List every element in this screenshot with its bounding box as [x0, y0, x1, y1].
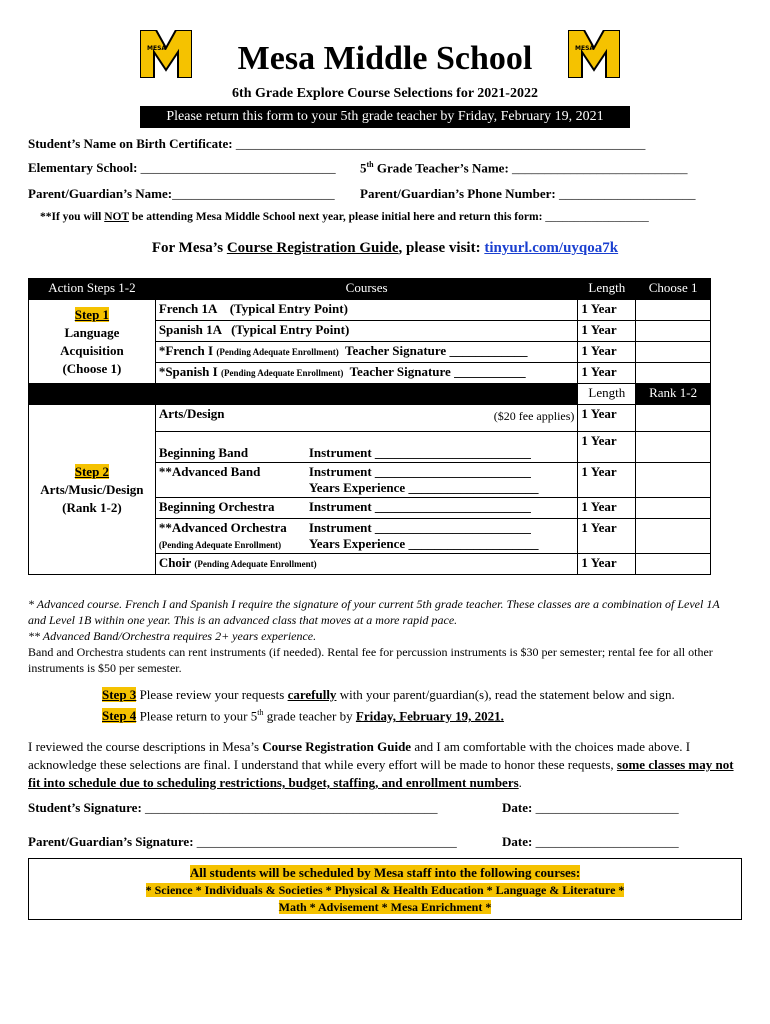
course-name: Choir — [158, 555, 195, 570]
course-name: Beginning Orchestra — [158, 499, 275, 514]
teacher-name-field[interactable] — [360, 160, 688, 176]
step2-line3: (Rank 1-2) — [62, 499, 122, 515]
acknowledgement-statement — [28, 738, 740, 792]
note-advanced-course: * Advanced course. French I and Spanish I require the signature of your current 5th grade teacher. These classes are a combination of Level 1A and Level 1B within one year. This is an advanced class that moves at a more rapid pace. — [28, 597, 720, 627]
instrument-line[interactable]: Instrument ________________________ — [308, 499, 531, 514]
guide-pre: For Mesa’s — [151, 240, 227, 256]
note-advanced-band: ** Advanced Band/Orchestra requires 2+ years experience. — [28, 629, 317, 643]
student-date-field[interactable] — [502, 800, 679, 816]
header-courses: Courses — [155, 279, 578, 300]
instrument-line[interactable]: Instrument ________________________ — [308, 520, 531, 535]
length-cell: 1 Year — [578, 554, 636, 575]
step1-line4: (Choose 1) — [62, 360, 122, 376]
length-cell: 1 Year — [578, 300, 636, 321]
course-name: **Advanced Band — [158, 464, 261, 479]
length-cell: 1 Year — [578, 498, 636, 519]
guide-link[interactable]: tinyurl.com/uyqoa7k — [484, 240, 619, 256]
length-cell: 1 Year — [578, 432, 636, 463]
teacher-grade-sup: th — [366, 160, 374, 169]
schedule-line1: All students will be scheduled by Mesa staff into the following courses: — [189, 865, 581, 880]
course-name: *Spanish I — [158, 364, 221, 379]
page-title: Mesa Middle School — [237, 40, 533, 77]
header2-rank: Rank 1-2 — [636, 384, 711, 405]
pending-note: (Pending Adequate Enrollment) — [194, 559, 317, 569]
rank-box[interactable] — [636, 519, 711, 554]
parent-date-field[interactable] — [502, 834, 679, 850]
parent-phone-label: Parent/Guardian’s Phone Number: — [360, 186, 556, 201]
not-attending-line[interactable]: __________________ — [545, 211, 649, 223]
step2-line2: Arts/Music/Design — [40, 481, 144, 497]
rank-box[interactable] — [636, 405, 711, 432]
rank-box[interactable] — [636, 463, 711, 498]
logo-text-left: MESA — [147, 45, 167, 52]
not-attending-not: NOT — [104, 211, 129, 223]
parent-phone-line[interactable]: _____________________ — [558, 186, 696, 201]
logo-text-right: MESA — [575, 45, 595, 52]
date-label: Date: — [502, 800, 533, 815]
step4-pre: Please return to your 5 — [136, 708, 258, 724]
table-row — [29, 405, 711, 432]
rank-box[interactable] — [636, 432, 711, 463]
rank-box[interactable] — [636, 554, 711, 575]
pending-note: (Pending Adequate Enrollment) — [158, 540, 282, 550]
step1-line2: Language — [64, 324, 120, 340]
course-arts-design — [155, 405, 578, 432]
course-name: *French I — [158, 343, 217, 358]
student-signature-line[interactable]: _____________________________________________ — [145, 800, 438, 815]
step2-cell — [29, 405, 156, 575]
header2-blank — [155, 384, 578, 405]
course-advanced-orchestra — [155, 519, 578, 554]
not-attending-pre: **If you will — [40, 211, 105, 223]
length-cell: 1 Year — [578, 463, 636, 498]
header2-length: Length — [578, 384, 636, 405]
parent-signature-field[interactable] — [28, 834, 457, 850]
step1-line3: Acquisition — [60, 342, 124, 358]
teacher-signature-line[interactable]: Teacher Signature ___________ — [343, 364, 526, 379]
header-choose: Choose 1 — [636, 279, 711, 300]
header2-blank — [29, 384, 156, 405]
header-length: Length — [578, 279, 636, 300]
length-cell: 1 Year — [578, 405, 636, 432]
step3-post: with your parent/guardian(s), read the statement below and sign. — [336, 687, 675, 702]
course-table — [28, 278, 711, 575]
teacher-grade-num: 5 — [360, 160, 367, 176]
course-french-1a: French 1A (Typical Entry Point) — [155, 300, 578, 321]
length-cell: 1 Year — [578, 321, 636, 342]
teacher-name-label: Grade Teacher’s Name: — [373, 160, 509, 176]
course-name: **Advanced Orchestra — [158, 520, 287, 535]
elementary-school-label: Elementary School: — [28, 160, 138, 175]
stmt-emph: some classes may not fit into schedule due to scheduling restrictions, budget, staffing, and enrollment numbers — [28, 757, 734, 790]
step1-cell — [29, 300, 156, 384]
date-line[interactable]: ______________________ — [535, 834, 679, 849]
course-name: Arts/Design — [158, 406, 225, 421]
table-row — [29, 300, 711, 321]
step2-label: Step 2 — [74, 463, 110, 479]
stmt-guide: Course Registration Guide — [262, 739, 412, 754]
instrument-line[interactable]: Instrument ________________________ — [308, 445, 531, 460]
date-line[interactable]: ______________________ — [535, 800, 679, 815]
not-attending-field[interactable] — [40, 211, 649, 223]
choose-box[interactable] — [636, 300, 711, 321]
teacher-name-line[interactable]: ___________________________ — [512, 160, 688, 176]
student-signature-field[interactable] — [28, 800, 438, 816]
date-label: Date: — [502, 834, 533, 849]
teacher-signature-line[interactable]: Teacher Signature ____________ — [338, 343, 528, 358]
parent-signature-label: Parent/Guardian’s Signature: — [28, 834, 194, 849]
fee-note: ($20 fee applies) — [493, 409, 575, 423]
instrument-line[interactable]: Instrument ________________________ — [308, 464, 531, 479]
pending-note: (Pending Adequate Enrollment) — [220, 368, 344, 378]
parent-name-field[interactable] — [28, 186, 335, 202]
step4-sup: th — [257, 708, 264, 717]
stmt-pre: I reviewed the course descriptions in Mesa’s — [28, 739, 263, 754]
length-cell: 1 Year — [578, 519, 636, 554]
pending-note: (Pending Adequate Enrollment) — [216, 347, 339, 357]
steps-3-4 — [102, 686, 675, 725]
step4-label: Step 4 — [102, 708, 137, 724]
course-advanced-band — [155, 463, 578, 498]
length-cell: 1 Year — [578, 342, 636, 363]
parent-phone-field[interactable] — [360, 186, 695, 202]
step3-label: Step 3 — [102, 687, 137, 702]
guide-mid: , please visit: — [398, 240, 485, 256]
elementary-school-line[interactable]: ______________________________ — [140, 160, 336, 175]
length-cell: 1 Year — [578, 363, 636, 384]
years-experience-line[interactable]: Years Experience ____________________ — [308, 536, 539, 551]
return-banner: Please return this form to your 5th grade teacher by Friday, February 19, 2021 — [140, 106, 630, 128]
step1-label: Step 1 — [74, 306, 110, 322]
parent-signature-line[interactable]: ________________________________________ — [196, 834, 457, 849]
student-name-label: Student’s Name on Birth Certificate: — [28, 136, 233, 151]
guide-name: Course Registration Guide — [226, 240, 399, 256]
table-header-row — [29, 279, 711, 300]
choose-box[interactable] — [636, 342, 711, 363]
schedule-line2: * Science * Individuals & Societies * Physical & Health Education * Language & Literature * — [145, 883, 625, 897]
course-beginning-band — [155, 432, 578, 463]
step3-pre: Please review your requests — [136, 687, 288, 702]
footnotes — [28, 596, 740, 676]
years-experience-line[interactable]: Years Experience ____________________ — [308, 480, 539, 495]
elementary-school-field[interactable] — [28, 160, 336, 176]
student-signature-label: Student’s Signature: — [28, 800, 142, 815]
course-beginning-orchestra — [155, 498, 578, 519]
step4-mid: grade teacher by — [263, 708, 356, 724]
step3-emph: carefully — [287, 687, 337, 702]
header-action-steps: Action Steps 1-2 — [29, 279, 156, 300]
choose-box[interactable] — [636, 363, 711, 384]
parent-name-line[interactable]: _________________________ — [172, 186, 335, 201]
table-header-row-2 — [29, 384, 711, 405]
registration-guide-line — [0, 240, 770, 257]
course-spanish-i — [155, 363, 578, 384]
parent-name-label: Parent/Guardian’s Name: — [28, 186, 173, 201]
schedule-line3: Math * Advisement * Mesa Enrichment * — [278, 900, 492, 914]
stmt-mid: and I am comfortable with the choices made above. I acknowledge these selections are final. I understand that while every effort will be made to honor these requests, — [28, 739, 691, 772]
course-spanish-1a: Spanish 1A (Typical Entry Point) — [155, 321, 578, 342]
student-name-field[interactable] — [28, 136, 645, 152]
step4-date: Friday, February 19, 2021. — [355, 708, 504, 724]
not-attending-post: be attending Mesa Middle School next year, please initial here and return this form: — [128, 211, 543, 223]
course-name: Beginning Band — [158, 445, 249, 460]
student-name-line[interactable]: _______________________________________________________________ — [235, 136, 646, 151]
stmt-end: . — [518, 775, 522, 790]
rank-box[interactable] — [636, 498, 711, 519]
choose-box[interactable] — [636, 321, 711, 342]
scheduled-courses-box — [28, 858, 742, 920]
course-french-i — [155, 342, 578, 363]
note-rental-fee: Band and Orchestra students can rent instruments (if needed). Rental fee for percussion instruments is $30 per semester; rental fee for all other instruments is $50 per semester. — [28, 645, 713, 675]
course-choir — [155, 554, 578, 575]
page-subtitle: 6th Grade Explore Course Selections for 2021-2022 — [232, 86, 538, 101]
